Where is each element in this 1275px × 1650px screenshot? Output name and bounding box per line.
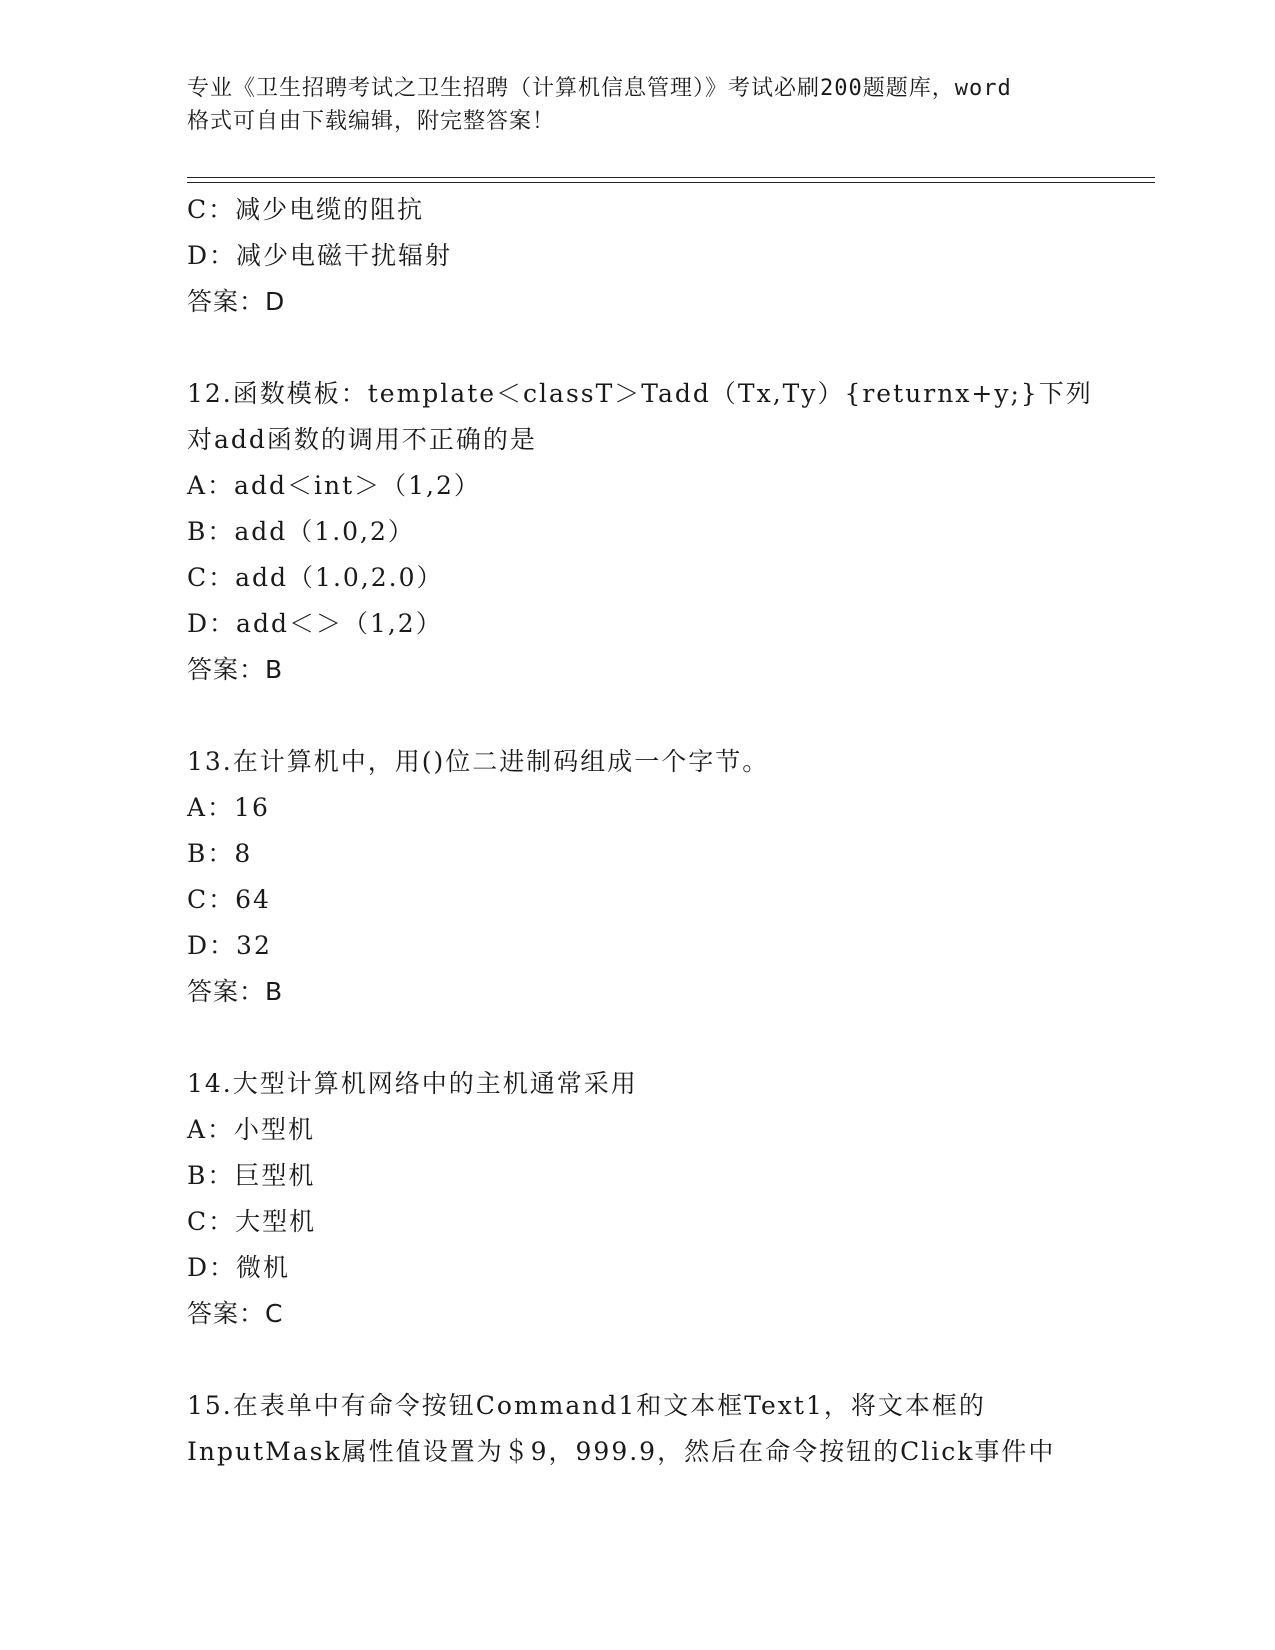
document-header: [187, 72, 1087, 138]
option-a: A：add＜int＞（1,2）: [187, 471, 481, 500]
option-c: C：64: [187, 885, 271, 914]
question-spacer: [187, 693, 1155, 739]
option-c: C：减少电缆的阻抗: [187, 195, 425, 224]
header-divider-bottom: [187, 182, 1155, 183]
option-d: D：减少电磁干扰辐射: [187, 241, 453, 270]
option-d: D：add＜＞（1,2）: [187, 609, 443, 638]
header-line-2: 格式可自由下载编辑，附完整答案！: [187, 109, 556, 134]
answer-line: 答案：B: [187, 977, 284, 1006]
header-divider-top: [187, 177, 1155, 178]
question-list: [187, 187, 1155, 1475]
option-d: D：微机: [187, 1253, 291, 1282]
question-stem: 14.大型计算机网络中的主机通常采用: [187, 1069, 638, 1098]
question-13: [187, 739, 1155, 1015]
question-spacer: [187, 1015, 1155, 1061]
question-spacer: [187, 325, 1155, 371]
option-b: B：add（1.0,2）: [187, 517, 415, 546]
option-d: D：32: [187, 931, 272, 960]
question-11-tail: [187, 187, 1155, 325]
question-12: [187, 371, 1155, 693]
option-c: C：大型机: [187, 1207, 317, 1236]
question-stem-continued: InputMask属性值设置为＄9，999.9，然后在命令按钮的Click事件中: [187, 1437, 1056, 1466]
question-spacer: [187, 1337, 1155, 1383]
question-stem: 13.在计算机中，用()位二进制码组成一个字节。: [187, 747, 770, 776]
option-a: A：小型机: [187, 1115, 316, 1144]
option-a: A：16: [187, 793, 270, 822]
question-stem: 15.在表单中有命令按钮Command1和文本框Text1，将文本框的: [187, 1391, 986, 1420]
answer-line: 答案：C: [187, 1299, 284, 1328]
question-14: [187, 1061, 1155, 1337]
header-line-1: 专业《卫生招聘考试之卫生招聘（计算机信息管理）》考试必刷200题题库，word: [187, 76, 1012, 101]
answer-line: 答案：B: [187, 655, 284, 684]
question-stem-continued: 对add函数的调用不正确的是: [187, 425, 537, 454]
option-b: B：巨型机: [187, 1161, 316, 1190]
question-stem: 12.函数模板：template＜classT＞Tadd（Tx,Ty）{returnx+y;}下列: [187, 379, 1093, 408]
answer-line: 答案：D: [187, 287, 286, 316]
option-c: C：add（1.0,2.0）: [187, 563, 444, 592]
option-b: B：8: [187, 839, 253, 868]
question-15: [187, 1383, 1155, 1475]
